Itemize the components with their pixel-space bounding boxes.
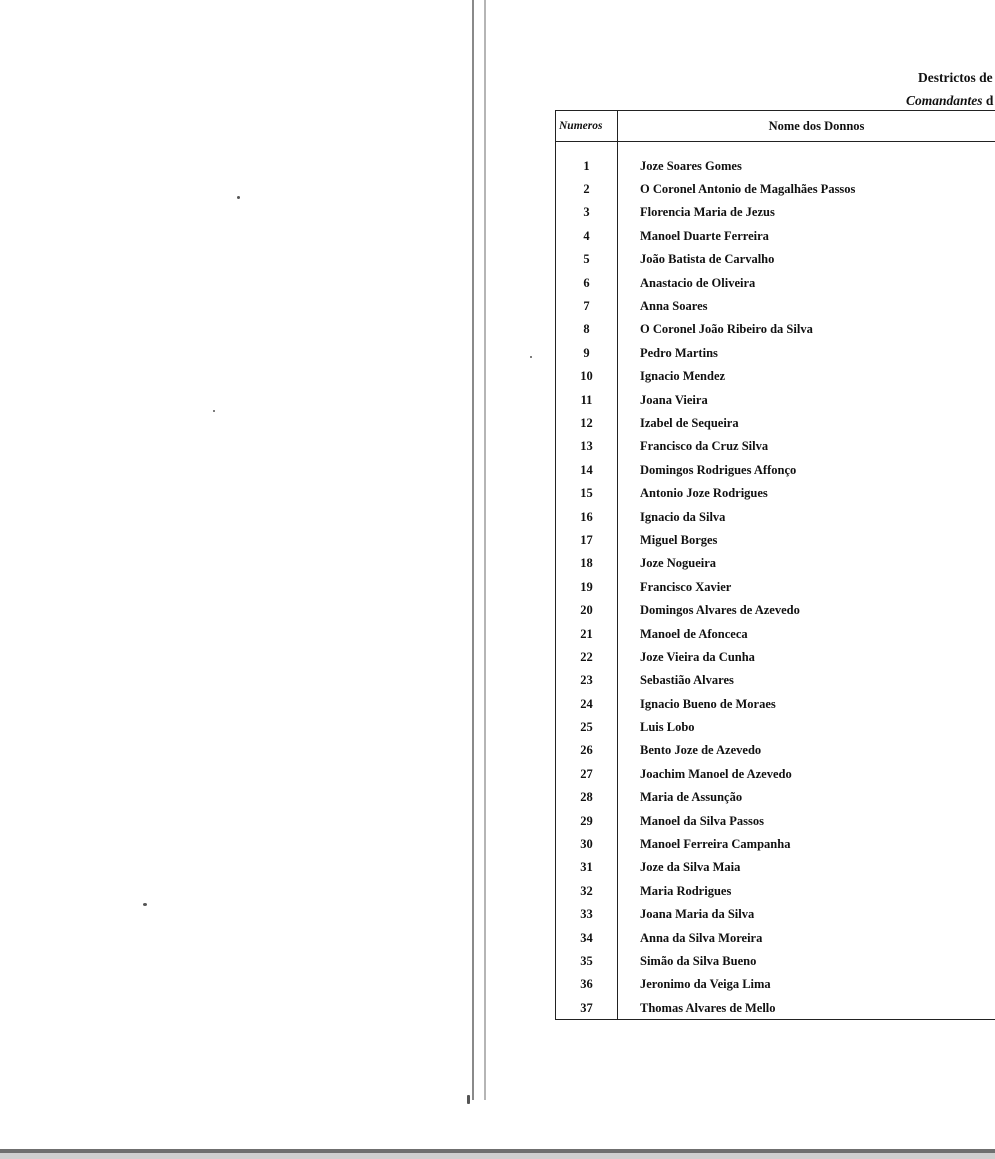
row-number: 21 [556, 622, 618, 645]
owner-name: Domingos Rodrigues Affonço [640, 462, 797, 477]
owner-name: O Coronel João Ribeiro da Silva [640, 322, 813, 337]
owner-name: Thomas Alvares de Mello [618, 997, 995, 1020]
scan-speck [213, 410, 215, 412]
owner-name: Domingos Alvares de Azevedo [640, 603, 800, 618]
row-number: 2 [556, 178, 618, 201]
owner-name: Joze Soares Gomes [640, 158, 742, 173]
district-header: Destrictos de [918, 70, 993, 85]
table-row [556, 412, 995, 435]
owner-name: Manoel de Afonceca [640, 626, 748, 641]
table-row [556, 482, 995, 505]
page-binding-line [484, 0, 486, 1100]
row-number: 37 [556, 997, 618, 1020]
owner-name: Anna da Silva Moreira [640, 930, 763, 945]
row-number: 28 [556, 786, 618, 809]
table-row [556, 552, 995, 575]
table-row [556, 997, 995, 1020]
table-row [556, 763, 995, 786]
scan-speck [143, 903, 147, 906]
owner-name: Miguel Borges [640, 532, 718, 547]
owner-name: Francisco da Cruz Silva [640, 439, 769, 454]
table-row [556, 973, 995, 996]
commanders-header [906, 93, 995, 109]
table-row [556, 786, 995, 809]
owner-name: Joana Maria da Silva [640, 907, 755, 922]
row-number: 22 [556, 646, 618, 669]
table-row [556, 248, 995, 271]
owner-name: Pedro Martins [640, 345, 718, 360]
owner-name: Joze da Silva Maia [640, 860, 741, 875]
table-row [556, 388, 995, 411]
owner-name: Luis Lobo [640, 720, 695, 735]
row-number: 3 [556, 201, 618, 224]
table-row [556, 903, 995, 926]
table-row [556, 646, 995, 669]
row-number: 4 [556, 225, 618, 248]
table-row [556, 271, 995, 294]
owner-name: O Coronel Antonio de Magalhães Passos [640, 182, 856, 197]
row-number: 9 [556, 342, 618, 365]
table-row [556, 529, 995, 552]
row-number: 26 [556, 739, 618, 762]
table-row [556, 318, 995, 341]
table-row [556, 342, 995, 365]
owner-name: Simão da Silva Bueno [640, 953, 757, 968]
row-number: 19 [556, 576, 618, 599]
owners-table [555, 110, 995, 1020]
row-number: 30 [556, 833, 618, 856]
table-row [556, 505, 995, 528]
row-number: 6 [556, 271, 618, 294]
commanders-label: Comandantes [906, 93, 983, 108]
owner-name: Sebastião Alvares [640, 673, 734, 688]
table-row [556, 178, 995, 201]
row-number: 20 [556, 599, 618, 622]
owner-name: Jeronimo da Veiga Lima [640, 977, 771, 992]
table-row [556, 435, 995, 458]
table-row [556, 599, 995, 622]
table-spacer-row [556, 142, 995, 155]
table-row [556, 809, 995, 832]
row-number: 11 [556, 388, 618, 411]
owner-name: Ignacio da Silva [640, 509, 726, 524]
owner-name: Bento Joze de Azevedo [640, 743, 762, 758]
row-number: 23 [556, 669, 618, 692]
row-number: 31 [556, 856, 618, 879]
row-number: 1 [556, 155, 618, 178]
table-row [556, 459, 995, 482]
scan-speck [237, 196, 240, 199]
owner-name: Anna Soares [640, 299, 708, 314]
table-row [556, 365, 995, 388]
row-number: 18 [556, 552, 618, 575]
table-row [556, 739, 995, 762]
row-number: 34 [556, 926, 618, 949]
owner-name: Joze Vieira da Cunha [640, 649, 755, 664]
owner-name: João Batista de Carvalho [640, 252, 775, 267]
owner-name: Antonio Joze Rodrigues [640, 486, 768, 501]
owner-name: Ignacio Bueno de Moraes [640, 696, 776, 711]
scan-speck [467, 1095, 470, 1104]
table-row [556, 833, 995, 856]
commanders-suffix: d [982, 93, 994, 108]
row-number: 17 [556, 529, 618, 552]
scan-speck [530, 356, 532, 358]
row-number: 12 [556, 412, 618, 435]
table-row [556, 225, 995, 248]
owner-name: Izabel de Sequeira [640, 415, 739, 430]
table-header-row [556, 111, 995, 142]
table-row [556, 155, 995, 178]
row-number: 13 [556, 435, 618, 458]
owner-name: Francisco Xavier [640, 579, 732, 594]
row-number: 5 [556, 248, 618, 271]
row-number: 24 [556, 692, 618, 715]
owner-name: Joana Vieira [640, 392, 708, 407]
numbers-column-header: Numeros [556, 111, 618, 142]
row-number: 15 [556, 482, 618, 505]
table-row [556, 856, 995, 879]
owner-name: Maria Rodrigues [640, 883, 732, 898]
owner-name: Joachim Manoel de Azevedo [640, 766, 792, 781]
owner-name: Florencia Maria de Jezus [640, 205, 775, 220]
row-number: 36 [556, 973, 618, 996]
table-row [556, 576, 995, 599]
row-number: 29 [556, 809, 618, 832]
table-row [556, 201, 995, 224]
owner-name: Manoel Ferreira Campanha [640, 837, 791, 852]
table-row [556, 295, 995, 318]
row-number: 8 [556, 318, 618, 341]
table-row [556, 669, 995, 692]
owner-name: Maria de Assunção [640, 790, 743, 805]
owner-name: Ignacio Mendez [640, 369, 726, 384]
owner-name: Manoel Duarte Ferreira [640, 228, 769, 243]
table-body [556, 142, 995, 1020]
row-number: 7 [556, 295, 618, 318]
table-row [556, 880, 995, 903]
row-number: 16 [556, 505, 618, 528]
row-number: 14 [556, 459, 618, 482]
row-number: 27 [556, 763, 618, 786]
page-binding-line [472, 0, 474, 1100]
table-row [556, 716, 995, 739]
table-row [556, 622, 995, 645]
row-number: 32 [556, 880, 618, 903]
owner-name: Anastacio de Oliveira [640, 275, 756, 290]
table-row [556, 692, 995, 715]
row-number: 35 [556, 950, 618, 973]
row-number: 10 [556, 365, 618, 388]
row-number: 33 [556, 903, 618, 926]
page-bottom-shade [0, 1153, 995, 1159]
owners-name-column-header: Nome dos Donnos [618, 111, 995, 142]
row-number: 25 [556, 716, 618, 739]
owner-name: Joze Nogueira [640, 556, 717, 571]
table-row [556, 950, 995, 973]
owner-name: Manoel da Silva Passos [640, 813, 764, 828]
table-row [556, 926, 995, 949]
